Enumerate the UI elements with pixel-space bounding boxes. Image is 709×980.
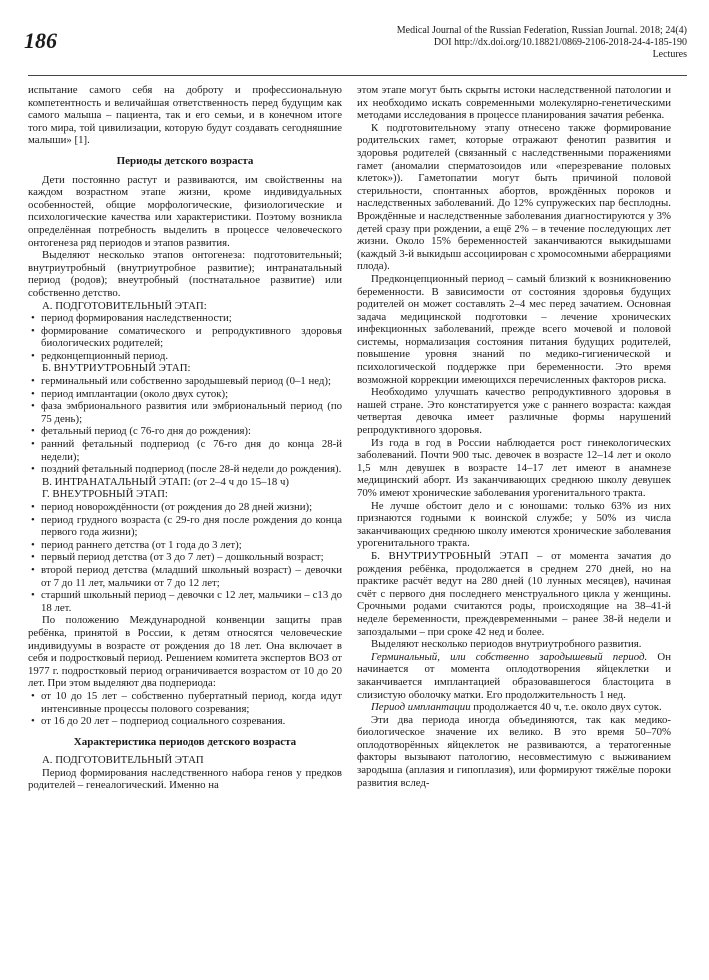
stage-b-list: [28, 375, 342, 476]
germinal-text: Он начинается от момента оплодотворения яйцеклетки и заканчивается имплантацией образовавшегося бластоцита в слизистую оболочку матки. Его продолжительность 1 нед.: [357, 650, 671, 701]
paragraph-boys: Не лучше обстоит дело и с юношами: только 63% из них признаются годными к воинской службе; у 50% из числа заканчивающих среднюю школу имеются хронические заболевания урогенитального тракта.: [357, 499, 671, 550]
list-item: • второй период детства (младший школьный возраст) – девочки от 7 до 11 лет, мальчики от 7 до 12 лет;: [28, 564, 342, 589]
list-item: • период формирования наследственности;: [28, 312, 342, 325]
paragraph-improve: Необходимо улучшать качество репродуктивного здоровья в нашей стране. Это констатируется уже с раннего возраста: каждая четвертая девочка имеет различные формы нарушений репродуктивного здоровья.: [357, 386, 671, 437]
paragraph-children: Дети постоянно растут и развиваются, им свойственны на каждом возрастном этапе жизни, кроме индивидуальных особенностей, общие морфологические, физиологические и психологические качества или характеристики. Поэтому возникла определённая потребность выделить в процессе человеческого онтогенеза ряд периодов и этапов развития.: [28, 173, 342, 249]
list-item: • фетальный период (с 76-го дня до рождения):: [28, 425, 342, 438]
list-item: • период грудного возраста (с 29-го дня после рождения до конца первого года жизни);: [28, 514, 342, 539]
section-heading-characteristics: Характеристика периодов детского возраста: [73, 735, 297, 748]
paragraph-heredity: Период формирования наследственного набора генов у предков родителей – генеалогический. Именно на: [28, 766, 342, 792]
running-header: [237, 25, 687, 61]
list-item: • ранний фетальный подпериод (с 76-го дня до конца 28-й недели);: [28, 438, 342, 463]
paragraph-growth: Из года в год в России наблюдается рост гинекологических заболеваний. Почти 900 тыс. девочек в возрасте 12–14 лет и около 1,5 млн девушек в возрасте 14–17 лет имеют в анамнезе медицинский аборт. Из заканчивающих среднюю школу девушек 70% имеют хронические заболевания урогенитального тракта.: [357, 436, 671, 499]
paragraph-gametes: К подготовительному этапу отнесено также формирование родительских гамет, которые отражают фенотип развития и здоровья родителей (связанный с наследственными поражениями гамет (аномалии сперматозоидов или «перезревание половых клеток»)). Гаметопатии могут быть причиной половой стерильности, спонтанных абортов, врождённых пороков и наследственных заболеваний. До 12% супружеских пар бесплодны. Врождённые и наследственные заболевания диагностируются у 3% детей сразу при рождении, а ещё 2% – в течение последующих лет жизни. Около 15% беременностей заканчиваются выкидышами (каждый 3-й выкидыш ассоциирован с хромосомными аберрациями плода).: [357, 121, 671, 273]
right-column: [357, 84, 671, 789]
list-item: • герминальный или собственно зародышевый период (0–1 нед);: [28, 375, 342, 388]
stage-g-list: [28, 501, 342, 614]
paragraph-both-periods: Эти два периода иногда объединяются, так как медико-биологическое значение их велико. В это время 50–70% оплодотворённых яйцеклеток не развиваются, а тератогенные факторы вызывают патологию, несовместимую с выживанием зародыша (аплазия и гипоплазия), или формируют тяжёлые пороки развития вслед-: [357, 713, 671, 789]
list-item: • период новорождённости (от рождения до 28 дней жизни);: [28, 501, 342, 514]
teen-subperiods-list: [28, 690, 342, 728]
paragraph-several-periods: Выделяют несколько периодов внутриутробного развития.: [371, 638, 642, 651]
list-item: • поздний фетальный подпериод (после 28-й недели до рождения).: [28, 463, 342, 476]
paragraph-convention: По положению Международной конвенции защиты прав ребёнка, принятой в России, к детям относятся человеческие индивидуумы в возрасте от рождения до 18 лет. Она включает в себя и подростковый период. Решением комитета экспертов ВОЗ от 1977 г. подростковый период ограничивается возрастом от 10 до 20 лет. При этом выделяют два подпериода:: [28, 614, 342, 690]
journal-citation: Medical Journal of the Russian Federation, Russian Journal. 2018; 24(4): [396, 25, 687, 36]
list-item: • редконцепционный период.: [28, 350, 342, 363]
intro-paragraph: испытание самого себя на доброту и профессиональную компетентность и величайшая ответственность перед будущим как самого малыша – пациента, так и его семьи, и в конечном итоге того мира, той цивилизации, которую будут создавать сегодняшние малыши» [1].: [28, 84, 342, 147]
paragraph-preconception: Предконцепционный период – самый близкий к возникновению беременности. В зависимости от состояния здоровья будущих родителей он может составлять 2–4 мес перед зачатием. Основная задача медицинской подготовки – лечение хронических инфекционных заболеваний, прежде всего мочевой и половой системы, нормализация состояния питания будущих родителей, повышение уровня знаний по медико-гигиенической и психологической поддержке при беременности. Это время возможной коррекции имеющихся перечисленных факторов риска.: [357, 272, 671, 386]
paragraph-stages: Выделяют несколько этапов онтогенеза: подготовительный; внутриутробный (внутриутробное развитие); интранатальный период (родов); внеутробный (постнатальное развитие) или собственно детство.: [28, 249, 342, 299]
list-item: • от 10 до 15 лет – собственно пубертатный период, когда идут интенсивные процессы полового созревания;: [28, 690, 342, 715]
list-item: • формирование соматического и репродуктивного здоровья биологических родителей;: [28, 325, 342, 350]
doi-link[interactable]: DOI http://dx.doi.org/10.18821/0869-2106-2018-24-4-185-190: [433, 37, 687, 48]
implantation-text: продолжается 40 ч, т.е. около двух суток.: [470, 701, 662, 714]
stage-v-heading: В. ИНТРАНАТАЛЬНЫЙ ЭТАП: (от 2–4 ч до 15–18 ч): [42, 475, 290, 488]
page-number: 186: [24, 28, 57, 53]
paragraph-stage-b: Б. ВНУТРИУТРОБНЫЙ ЭТАП – от момента зачатия до рождения ребёнка, продолжается в среднем 270 дней, но на практике расчёт ведут на 280 дней (10 лунных месяцев), начиная счёт с первого дня последнего менструального цикла у женщины. Срочными родами считаются роды, происходящие на 38–41-й неделе беременности, преждевременными – ранее 38-й недели и запоздалыми – при сроке 42 нед и более.: [357, 549, 671, 638]
stage-a-heading-2: А. ПОДГОТОВИТЕЛЬНЫЙ ЭТАП: [42, 754, 204, 767]
list-item: • период раннего детства (от 1 года до 3 лет);: [28, 539, 342, 552]
header-rule: [28, 75, 687, 76]
stage-g-heading: Г. ВНЕУТРОБНЫЙ ЭТАП:: [42, 488, 168, 501]
term-implantation: Период имплантации: [371, 701, 471, 714]
section-label: Lectures: [652, 49, 687, 60]
stage-a-heading: А. ПОДГОТОВИТЕЛЬНЫЙ ЭТАП:: [42, 299, 207, 312]
list-item: • фаза эмбрионального развития или эмбриональный период (по 75 день);: [28, 400, 342, 425]
term-germinal: Герминальный, или собственно зародышевый период.: [371, 650, 648, 663]
section-heading-periods: Периоды детского возраста: [116, 154, 254, 167]
paragraph-continuation: этом этапе могут быть скрыты истоки наследственной патологии и их необходимо искать современными молекулярно-генетическими методами исследования в процессе планирования зачатия ребенка.: [357, 84, 671, 122]
list-item: • от 16 до 20 лет – подпериод социального созревания.: [28, 715, 342, 728]
paragraph-germinal: [357, 651, 671, 701]
paragraph-implantation: [357, 701, 671, 714]
left-column: [28, 84, 342, 792]
list-item: • первый период детства (от 3 до 7 лет) – дошкольный возраст;: [28, 551, 342, 564]
list-item: • период имплантации (около двух суток);: [28, 388, 342, 401]
stage-b-heading: Б. ВНУТРИУТРОБНЫЙ ЭТАП:: [42, 362, 191, 375]
list-item: • старший школьный период – девочки с 12 лет, мальчики – с13 до 18 лет.: [28, 589, 342, 614]
stage-a-list: [28, 312, 342, 362]
